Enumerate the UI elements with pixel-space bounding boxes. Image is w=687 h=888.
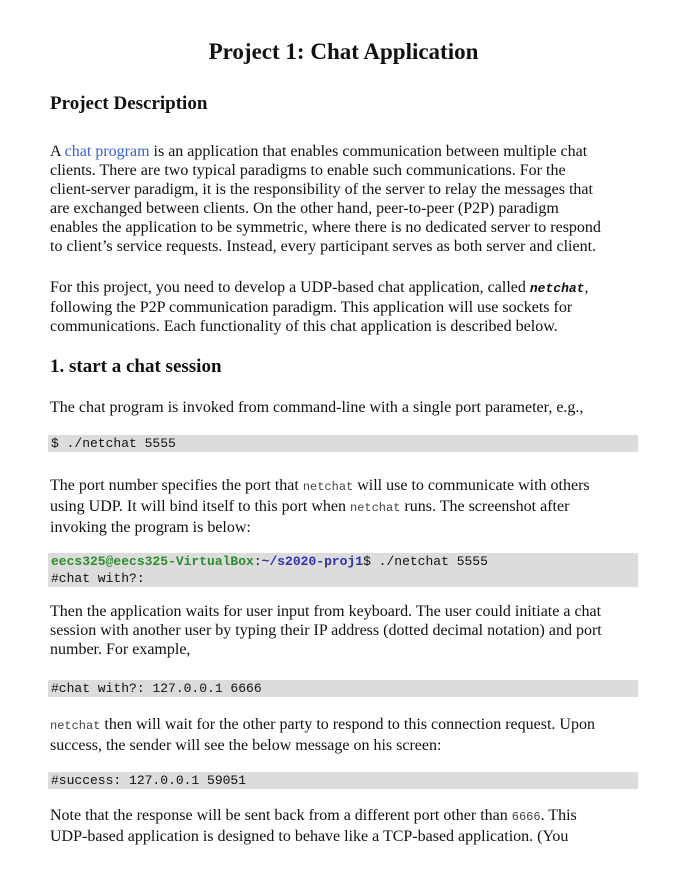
terminal-path: ~/s2020-proj1: [261, 554, 364, 569]
text: A: [50, 143, 65, 160]
code-block-chat-with: #chat with?: 127.0.0.1 6666: [48, 680, 638, 697]
paragraph-project-intro: [50, 278, 650, 336]
terminal-colon: :: [253, 554, 262, 569]
page-title: Project 1: Chat Application: [208, 39, 479, 64]
netchat-code: netchat: [529, 281, 585, 296]
text: For this project, you need to develop a UDP-based chat application, called: [50, 279, 530, 296]
code-block-run-command: $ ./netchat 5555: [48, 435, 638, 452]
text: will use to communicate with others: [353, 477, 590, 494]
paragraph-invocation: [50, 398, 650, 417]
paragraph-wait-response: [50, 715, 650, 755]
chat-program-link[interactable]: chat program: [64, 143, 150, 160]
terminal-chat-prompt: #chat with?:: [51, 571, 145, 586]
terminal-prompt: $ ./netchat 5555: [363, 554, 488, 569]
paragraph-port: [50, 476, 650, 537]
paragraph-line: [50, 806, 650, 827]
paragraph-line: to client’s service requests. Instead, every participant serves as both server and client.: [50, 238, 597, 255]
text: using UDP. It will bind itself to this port when: [50, 498, 350, 515]
paragraph-line: success, the sender will see the below message on his screen:: [50, 737, 442, 754]
text: then will wait for the other party to respond to this connection request. Upon: [100, 716, 595, 733]
terminal-screenshot: [48, 553, 638, 587]
netchat-code: netchat: [50, 719, 101, 733]
paragraph-line: [50, 142, 650, 161]
text: ,: [584, 279, 589, 296]
paragraph-line: enables the application to be symmetric, where there is no dedicated server to respond: [50, 219, 601, 236]
code-block-success: #success: 127.0.0.1 59051: [48, 772, 638, 789]
terminal-user: eecs325@eecs325-VirtualBox: [51, 554, 254, 569]
netchat-code: netchat: [302, 480, 354, 494]
section-heading-description: Project Description: [50, 93, 208, 114]
paragraph-description: [50, 142, 650, 256]
paragraph-user-input: [50, 602, 650, 659]
paragraph-line: UDP-based application is designed to behave like a TCP-based application. (You: [50, 828, 569, 845]
paragraph-line: invoking the program is below:: [50, 519, 251, 536]
paragraph-note: [50, 806, 650, 846]
paragraph-line: are exchanged between clients. On the other hand, peer-to-peer (P2P) paradigm: [50, 200, 559, 217]
paragraph-line: Then the application waits for user input from keyboard. The user could initiate a chat: [50, 603, 602, 620]
paragraph-line: The chat program is invoked from command-line with a single port parameter, e.g.,: [50, 399, 584, 416]
paragraph-line: following the P2P communication paradigm. This application will use sockets for: [50, 299, 573, 316]
text: is an application that enables communication between multiple chat: [149, 143, 588, 160]
text: Note that the response will be sent back from a different port other than: [50, 807, 512, 824]
paragraph-line: [50, 278, 650, 298]
paragraph-line: clients. There are two typical paradigms to enable such communications. For the: [50, 162, 566, 179]
section-heading-start-chat: 1. start a chat session: [50, 356, 222, 377]
netchat-code: netchat: [350, 501, 401, 515]
text: . This: [540, 807, 577, 824]
paragraph-line: number. For example,: [50, 641, 191, 658]
paragraph-line: client-server paradigm, it is the responsibility of the server to relay the messages that: [50, 181, 593, 198]
text: runs. The screenshot after: [400, 498, 570, 515]
paragraph-line: session with another user by typing their IP address (dotted decimal notation) and port: [50, 622, 602, 639]
paragraph-line: communications. Each functionality of this chat application is described below.: [50, 318, 558, 335]
paragraph-line: [50, 715, 650, 736]
port-code: 6666: [511, 810, 541, 824]
text: The port number specifies the port that: [50, 477, 303, 494]
paragraph-line: [50, 476, 650, 497]
paragraph-line: [50, 497, 650, 518]
